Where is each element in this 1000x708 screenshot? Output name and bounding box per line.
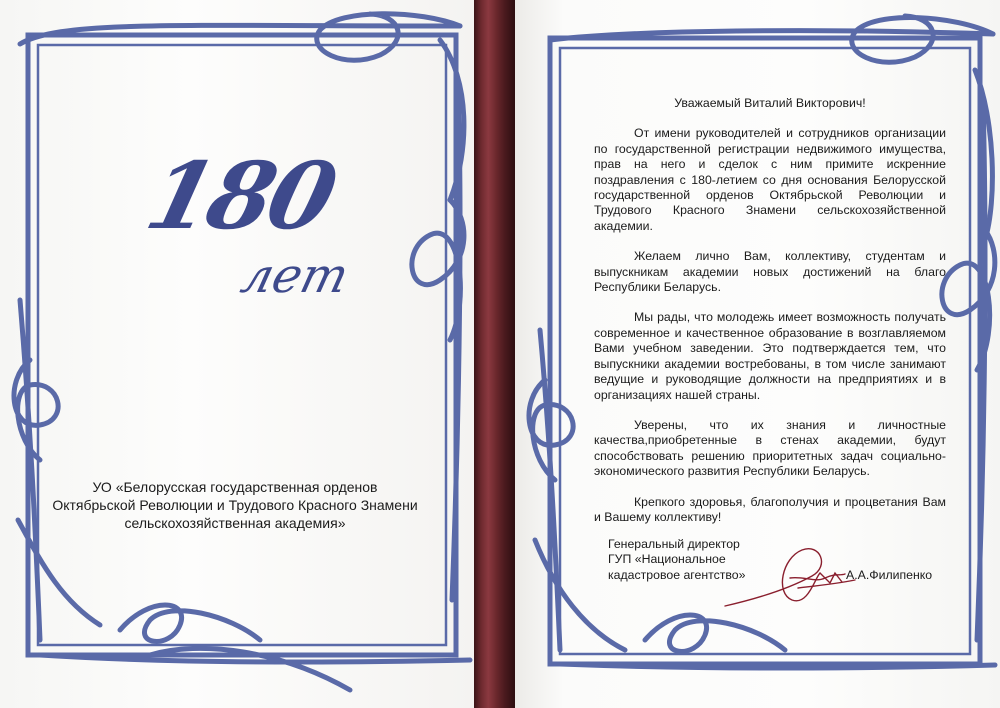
recipient-line: Октябрьской Революции и Трудового Красного Знамени	[52, 497, 418, 513]
anniversary-number: 180	[136, 142, 344, 250]
letter-paragraph: Уверены, что их знания и личностные качества,приобретенные в стенах академии, будут способствовать решению приоритетных задач социально-экономического развития Республики Беларусь.	[594, 417, 946, 479]
signatory-title-line: Генеральный директор	[608, 537, 740, 551]
recipient-line: УО «Белорусская государственная орденов	[92, 479, 378, 495]
letter-paragraph: Желаем лично Вам, коллективу, студентам и выпускникам академии новых достижений на благо Республики Беларусь.	[594, 249, 946, 295]
signatory-name: А.А.Филипенко	[846, 568, 933, 582]
ornamental-frame-left	[0, 0, 474, 708]
folder-spine	[474, 0, 515, 708]
greeting: Уважаемый Виталий Викторович!	[674, 96, 866, 110]
recipient-line: сельскохозяйственная академия»	[124, 515, 346, 531]
letter-paragraph: Мы рады, что молодежь имеет возможность получать современное и качественное образование в возглавляемом Вами учебном заведении. Это подтверждается тем, что выпускники академии востребованы, в том числе занимают ведущие и руководящие должности на предприятиях и в организациях нашей страны.	[594, 310, 946, 402]
anniversary-word: лет	[235, 248, 355, 304]
signatory-title-line: ГУП «Национальное	[608, 552, 726, 567]
recipient-block	[30, 478, 440, 532]
letter-paragraph: От имени руководителей и сотрудников организации по государственной регистрации недвижимого имущества, прав на него и сделок с ним примите искренние поздравления с 180-летием со дня основания Белорусской государственной орденов Октябрьской Революции и Трудового Красного Знамени сельскохозяйственной академии.	[594, 126, 946, 233]
letter-body	[594, 96, 946, 540]
signatory-title-line: кадастровое агентство»	[608, 567, 746, 582]
letter-paragraph: Крепкого здоровья, благополучия и процветания Вам и Вашему коллективу!	[594, 494, 946, 524]
handwritten-signature	[720, 538, 860, 618]
left-page	[0, 0, 474, 708]
